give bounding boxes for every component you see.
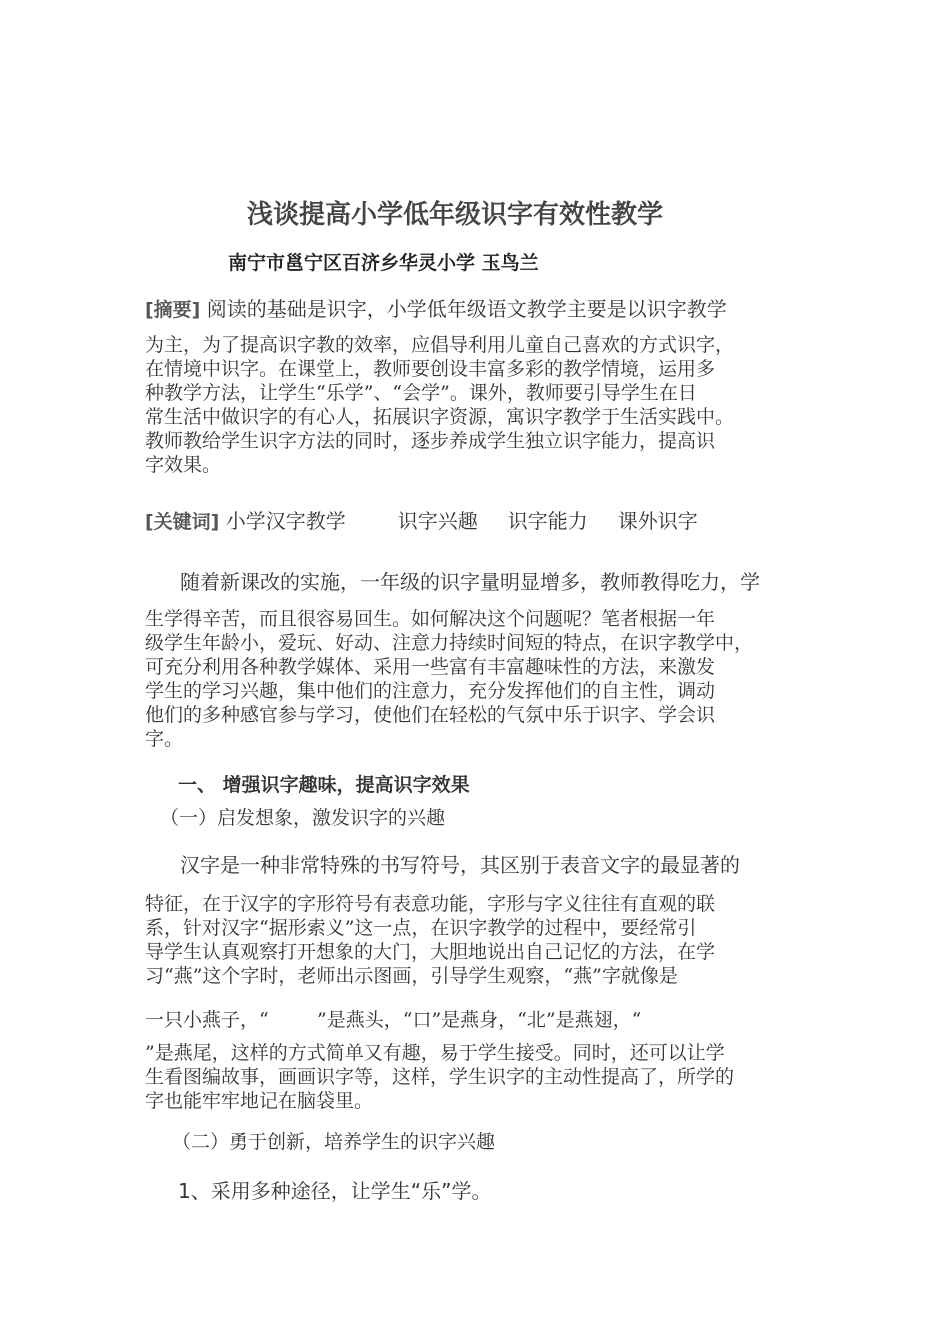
author-line: 南宁市邕宁区百济乡华灵小学 玉鸟兰 [228, 252, 539, 274]
abstract-body [145, 333, 734, 477]
keyword: 小学汉字教学 [225, 509, 346, 533]
para2-first-line: 汉字是一种非常特殊的书写符号，其区别于表音文字的最显著的 [180, 853, 740, 877]
intro-body [145, 607, 753, 751]
keyword: 识字兴趣 [397, 509, 478, 533]
para2-line: 字也能牢牢地记在脑袋里。 [145, 1090, 374, 1112]
list-item: 1、采用多种途径，让学生“乐”学。 [178, 1179, 492, 1203]
intro-line: 字。 [145, 728, 184, 750]
page-title: 浅谈提高小学低年级识字有效性教学 [247, 200, 664, 230]
subsection-heading: （一）启发想象，激发识字的兴趣 [160, 807, 446, 829]
para2-line: 习“燕”这个字时，老师出示图画，引导学生观察，“燕”字就像是 [145, 965, 678, 987]
keyword: 识字能力 [507, 509, 588, 533]
keywords-line [145, 508, 698, 535]
keywords-label: [关键词] [145, 511, 220, 533]
abstract-line: 种教学方法，让学生“乐学”、“会学”。课外，教师要引导学生在日 [145, 382, 697, 404]
abstract-line: 为主，为了提高识字教的效率，应倡导利用儿童自己喜欢的方式识字， [145, 334, 735, 356]
para2-line: 系，针对汉字“据形索义”这一点，在识字教学的过程中，要经常引 [145, 917, 697, 939]
para2-body [145, 892, 715, 988]
keyword: 课外识字 [617, 509, 698, 533]
para2-line: ”是燕尾，这样的方式简单又有趣，易于学生接受。同时，还可以让学 [145, 1042, 725, 1064]
intro-line: 学生的学习兴趣，集中他们的注意力，充分发挥他们的自主性，调动 [145, 680, 716, 702]
abstract-text: 阅读的基础是识字，小学低年级语文教学主要是以识字教学 [206, 297, 727, 321]
abstract-line: 字效果。 [145, 454, 222, 476]
section-heading: 一、 增强识字趣味，提高识字效果 [178, 774, 470, 796]
subsection-heading: （二）勇于创新，培养学生的识字兴趣 [172, 1131, 496, 1153]
abstract-first-line [145, 296, 727, 323]
intro-line: 可充分利用各种教学媒体、采用一些富有丰富趣味性的方法，来激发 [145, 656, 716, 678]
intro-first-line: 随着新课改的实施，一年级的识字量明显增多，教师教得吃力，学 [180, 570, 760, 594]
intro-line: 生学得辛苦，而且很容易回生。如何解决这个问题呢？笔者根据一年 [145, 608, 716, 630]
abstract-line: 常生活中做识字的有心人，拓展识字资源，寓识字教学于生活实践中。 [145, 406, 735, 428]
para2-line: 导学生认真观察打开想象的大门，大胆地说出自己记忆的方法，在学 [145, 941, 716, 963]
abstract-label: [摘要] [145, 299, 201, 321]
intro-line: 他们的多种感官参与学习，使他们在轻松的气氛中乐于识字、学会识 [145, 704, 716, 726]
para2-line: 特征，在于汉字的字形符号有表意功能，字形与字义往往有直观的联 [145, 893, 716, 915]
para2-line: 生看图编故事，画画识字等，这样，学生识字的主动性提高了，所学的 [145, 1066, 735, 1088]
intro-line: 级学生年龄小，爱玩、好动、注意力持续时间短的特点，在识字教学中， [145, 632, 754, 654]
abstract-line: 在情境中识字。在课堂上，教师要创设丰富多彩的教学情境，运用多 [145, 358, 716, 380]
abstract-line: 教师教给学生识字方法的同时，逐步养成学生独立识字能力，提高识 [145, 430, 716, 452]
para2-tail [145, 1041, 734, 1113]
para2-swallow-line: 一只小燕子，“ ”是燕头，“口”是燕身，“北”是燕翅，“ [145, 1009, 642, 1031]
